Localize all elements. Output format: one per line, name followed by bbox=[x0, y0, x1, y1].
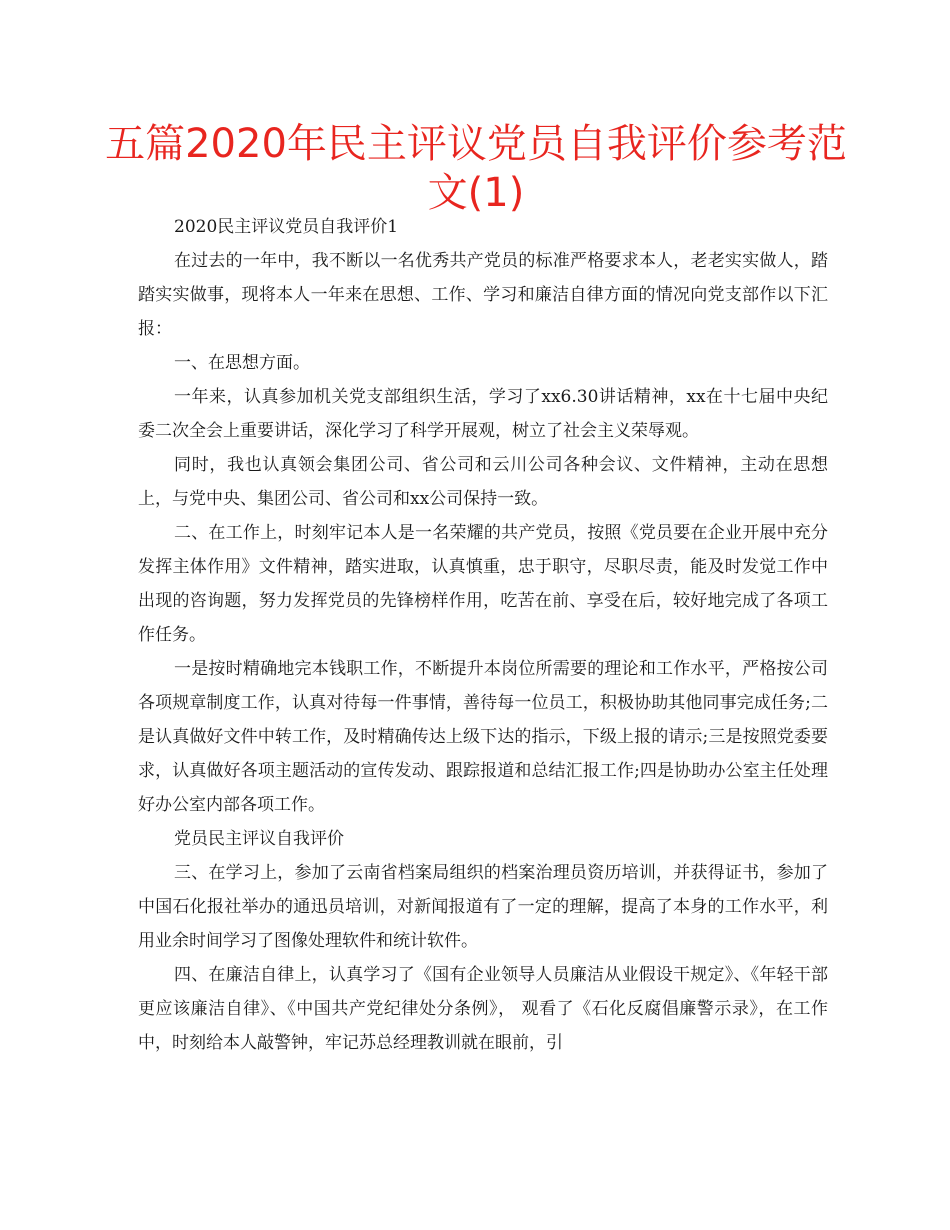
paragraph: 三、在学习上，参加了云南省档案局组织的档案治理员资历培训，并获得证书，参加了中国石化报社举办的通迅员培训，对新闻报道有了一定的理解，提高了本身的工作水平，利用业余时间学习了图像处理软件和统计软件。 bbox=[138, 863, 828, 951]
section-heading: 党员民主评议自我评价 bbox=[174, 829, 344, 849]
document-body bbox=[138, 210, 828, 1060]
section-heading: 2020民主评议党员自我评价1 bbox=[174, 217, 399, 237]
paragraph: 二、在工作上，时刻牢记本人是一名荣耀的共产党员，按照《党员要在企业开展中充分发挥主体作用》文件精神，踏实进取，认真慎重，忠于职守，尽职尽责，能及时发觉工作中出现的咨询题，努力发挥党员的先锋榜样作用，吃苦在前、享受在后，较好地完成了各项工作任务。 bbox=[138, 523, 828, 645]
paragraph: 一年来，认真参加机关党支部组织生活，学习了xx6.30讲话精神，xx在十七届中央纪委二次全会上重要讲话，深化学习了科学开展观，树立了社会主义荣辱观。 bbox=[138, 387, 828, 441]
document-title: 五篇2020年民主评议党员自我评价参考范文(1) bbox=[105, 121, 847, 216]
paragraph: 同时，我也认真领会集团公司、省公司和云川公司各种会议、文件精神，主动在思想上，与党中央、集团公司、省公司和xx公司保持一致。 bbox=[138, 455, 828, 509]
paragraph: 四、在廉洁自律上，认真学习了《国有企业领导人员廉洁从业假设干规定》、《年轻干部更应该廉洁自律》、《中国共产党纪律处分条例》， 观看了《石化反腐倡廉警示录》，在工作中，时刻给本人敲警钟，牢记苏总经理教训就在眼前，引 bbox=[138, 965, 828, 1053]
paragraph: 在过去的一年中，我不断以一名优秀共产党员的标准严格要求本人，老老实实做人，踏踏实实做事，现将本人一年来在思想、工作、学习和廉洁自律方面的情况向党支部作以下汇报： bbox=[138, 251, 828, 339]
section-heading: 一、在思想方面。 bbox=[174, 353, 310, 373]
paragraph: 一是按时精确地完本钱职工作，不断提升本岗位所需要的理论和工作水平，严格按公司各项规章制度工作，认真对待每一件事情，善待每一位员工，积极协助其他同事完成任务;二是认真做好文件中转工作，及时精确传达上级下达的指示，下级上报的请示;三是按照党委要求，认真做好各项主题活动的宣传发动、跟踪报道和总结汇报工作;四是协助办公室主任处理好办公室内部各项工作。 bbox=[138, 659, 828, 815]
